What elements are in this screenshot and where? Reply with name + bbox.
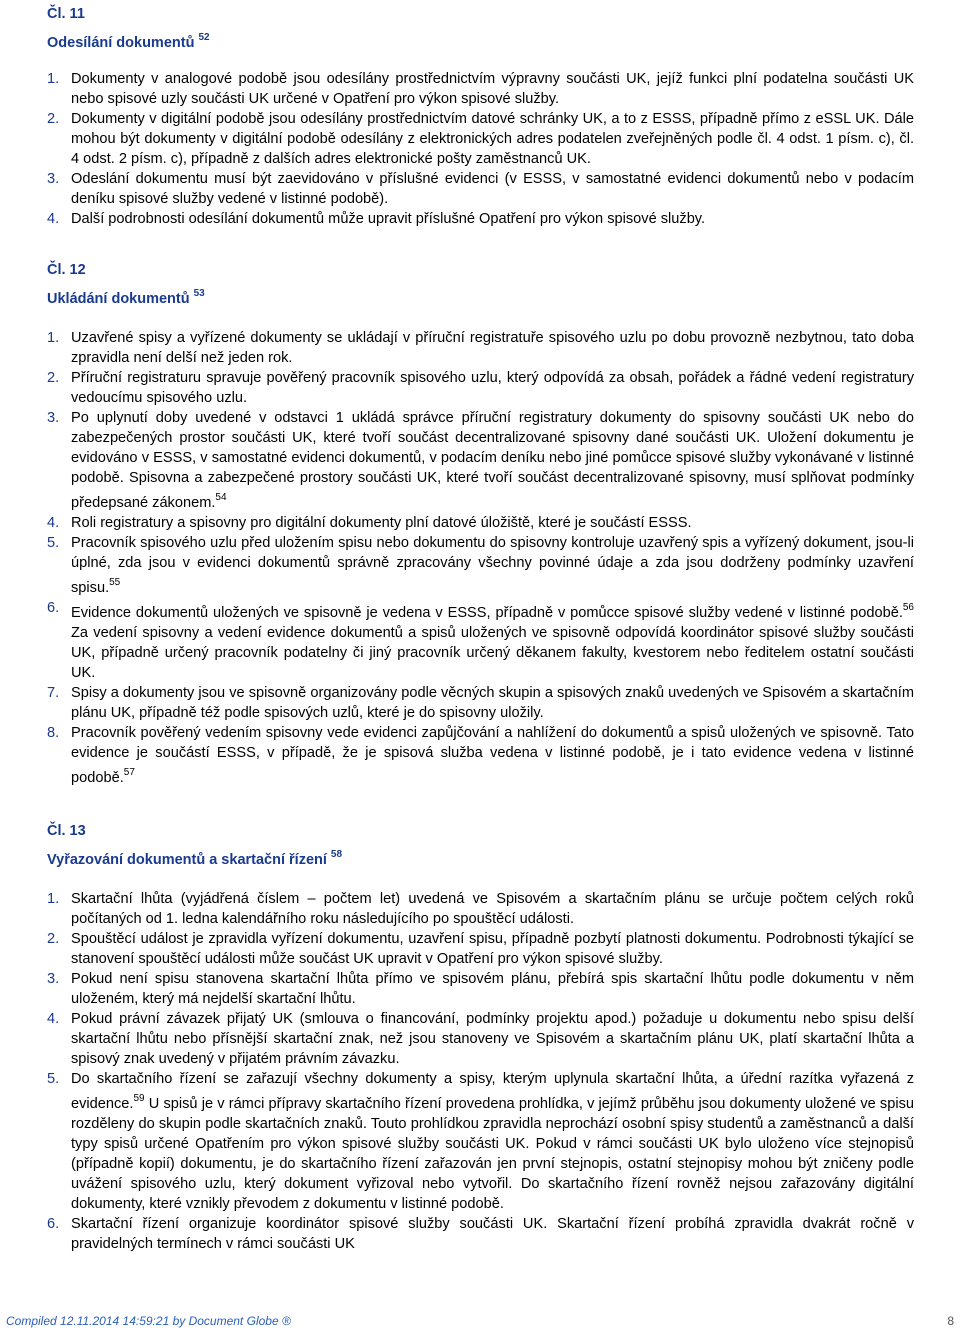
list-item: 4. Roli registratury a spisovny pro digitální dokumenty plní datové úložiště, které je součástí ESSS.: [47, 515, 692, 531]
list-item: 5. Pracovník spisového uzlu před uložením spisu nebo dokumentu do spisovny kontroluje uzavřený spis a vyřízený dokument, jsou-li úplné, zda jsou v evidenci dokumentů správně zpracovány všechny povinné údaje a zda jsou dodrženy podmínky uzavření spisu.$^{55}$: [47, 535, 914, 596]
list-item: 2. Příruční registraturu spravuje pověřený pracovník spisového uzlu, který odpovídá za obsah, pořádek a řádné vedení registratury vedoucímu spisového uzlu.: [47, 370, 914, 406]
list-item: 2. Dokumenty v digitální podobě jsou odesílány prostřednictvím datové schránky UK, a to z ESSS, případně přímo z eSSL UK. Dále mohou být dokumenty v digitální podobě odesílány z elektronických adres podatelen zveřejněných podle čl. 4 odst. 1 písm. c), čl. 4 odst. 2 písm. c), případně z dalších adres elektronické pošty zaměstnanců UK.: [47, 111, 914, 167]
list-item: 1. Skartační lhůta (vyjádřená číslem – počtem let) uvedená ve Spisovém a skartačním plánu se určuje počtem celých roků počítaných od 1. ledna kalendářního roku následujícího po spouštěcí události.: [47, 891, 914, 927]
article-12: [47, 261, 914, 788]
list-item: 8. Pracovník pověřený vedením spisovny vede evidenci zapůjčování a nahlížení do dokumentů a spisů uložených ve spisovně. Tato evidence je součástí ESSS, v případě, že je spisová služba vedena v listinné podobě, je i tato evidence vedena v listinné podobě.$^{57}$: [47, 725, 914, 786]
list-item: 6. Evidence dokumentů uložených ve spisovně je vedena v ESSS, případně v pomůcce spisové služby vedené v listinné podobě.$^{56}$ Za vedení spisovny a vedení evidence dokumentů a spisů uložených ve spisovně odpovídá koordinátor spisové služby součásti UK, případně určený pracovník podatelny či jiný pracovník určený děkanem fakulty, kvestorem nebo ředitelem ostatní součásti UK.: [47, 600, 914, 681]
footnote-ref: 56: [902, 602, 914, 613]
list-item: 7. Spisy a dokumenty jsou ve spisovně organizovány podle věcných skupin a spisových znaků uvedených ve Spisovém a skartačním plánu UK, případně též podle spisových uzlů, které je do spisovny uložily.: [47, 685, 914, 721]
list-item: 1. Uzavřené spisy a vyřízené dokumenty se ukládají v příruční registratuře spisového uzlu po dobu provozně nezbytnou, tato doba zpravidla není delší než jeden rok.: [47, 330, 914, 366]
article-11: [47, 5, 914, 229]
article-title: Odesílání dokumentů $^{52}$: [47, 32, 210, 51]
document-page: [47, 0, 914, 1254]
footnote-ref: 58: [330, 849, 343, 860]
list-item: 3. Po uplynutí doby uvedené v odstavci 1 ukládá správce příruční registratury dokumenty do spisovny součásti UK nebo do zabezpečených prostor součásti UK, které tvoří součást decentralizované spisovny dané součásti UK. Uložení dokumentu je evidováno v ESSS, v samostatné evidenci dokumentů, v podacím deníku nebo jiné pomůcce spisové služby vykonávané v listinné podobě. Spisovna a zabezpečené prostory součásti UK, které tvoří součást decentralizované spisovny, musí splňovat podmínky předepsané zákonem.$^{54}$: [47, 410, 914, 511]
article-title: Ukládání dokumentů $^{53}$: [47, 288, 205, 307]
page-number: 8: [947, 1314, 954, 1328]
list-item: 3. Odeslání dokumentu musí být zaevidováno v příslušné evidenci (v ESSS, v samostatné evidenci dokumentů nebo v podacím deníku spisové služby vedené v listinné podobě).: [47, 171, 914, 207]
list-item: 2. Spouštěcí událost je zpravidla vyřízení dokumentu, uzavření spisu, případně pozbytí platnosti dokumentu. Podrobnosti týkající se stanovení spouštěcí události může součást UK upravit v Opatření pro výkon spisové služby.: [47, 931, 914, 967]
footnote-ref: 54: [215, 492, 227, 503]
list-item: 3. Pokud není spisu stanovena skartační lhůta přímo ve spisovém plánu, přebírá spis skartační lhůtu podle dokumentu v něm uloženém, který má nejdelší skartační lhůtu.: [47, 971, 914, 1007]
article-title: Vyřazování dokumentů a skartační řízení $^{58}$: [47, 849, 343, 868]
list-item: 4. Další podrobnosti odesílání dokumentů může upravit příslušné Opatření pro výkon spisové služby.: [47, 211, 706, 227]
article-items: [47, 69, 914, 229]
article-13: [47, 822, 914, 1254]
compiled-note: Compiled 12.11.2014 14:59:21 by Document Globe ®: [6, 1314, 291, 1328]
footnote-ref: 52: [198, 32, 210, 43]
article-items: [47, 889, 914, 1254]
article-items: [47, 328, 914, 788]
list-item: 1. Dokumenty v analogové podobě jsou odesílány prostřednictvím výpravny součásti UK, jejíž funkci plní podatelna součásti UK nebo spisové uzly součásti UK určené v Opatření pro výkon spisové služby.: [47, 71, 914, 107]
footnote-ref: 59: [133, 1093, 145, 1104]
list-item: 4. Pokud právní závazek přijatý UK (smlouva o financování, podmínky projektu apod.) požaduje u dokumentu nebo spisu delší skartační lhůtu nebo přísnější skartační znak, než jsou stanoveny ve Spisovém a skartačním plánu UK, platí skartační lhůta a spisový znak uvedený v přijatém právním závazku.: [47, 1011, 914, 1067]
article-number: Čl. 11: [47, 6, 85, 22]
list-item: 6. Skartační řízení organizuje koordinátor spisové služby součásti UK. Skartační řízení probíhá zpravidla dvakrát ročně v pravidelných termínech v rámci součásti UK: [47, 1216, 914, 1252]
article-number: Čl. 12: [47, 262, 86, 278]
list-item: 5. Do skartačního řízení se zařazují všechny dokumenty a spisy, kterým uplynula skartační lhůta, a úřední razítka vyřazená z evidence.$^{59}$ U spisů je v rámci přípravy skartačního řízení provedena prohlídka, v jejímž průběhu jsou dokumenty uložené ve spisu rozděleny do skupin podle skartačních znaků. Touto prohlídkou zpravidla neprochází osobní spisy studentů a zaměstnanců a další typy spisů určené Opatřením pro výkon spisové služby součásti UK. Pokud v rámci součásti UK bylo uloženo více stejnopisů (případně kopií) dokumentu, je do skartačního řízení zařazován jen první stejnopis, ostatní stejnopisy mohou být zničeny podle uvážení spisového uzlu, který dokument vyřizoval nebo vytvořil. Do skartačního řízení rovněž nejsou zařazovány digitální dokumenty, které vznikly převodem z dokumentu v listinné podobě.: [47, 1071, 914, 1212]
footnote-ref: 57: [123, 767, 135, 778]
article-number: Čl. 13: [47, 823, 86, 839]
footnote-ref: 53: [193, 288, 205, 299]
footnote-ref: 55: [109, 577, 121, 588]
